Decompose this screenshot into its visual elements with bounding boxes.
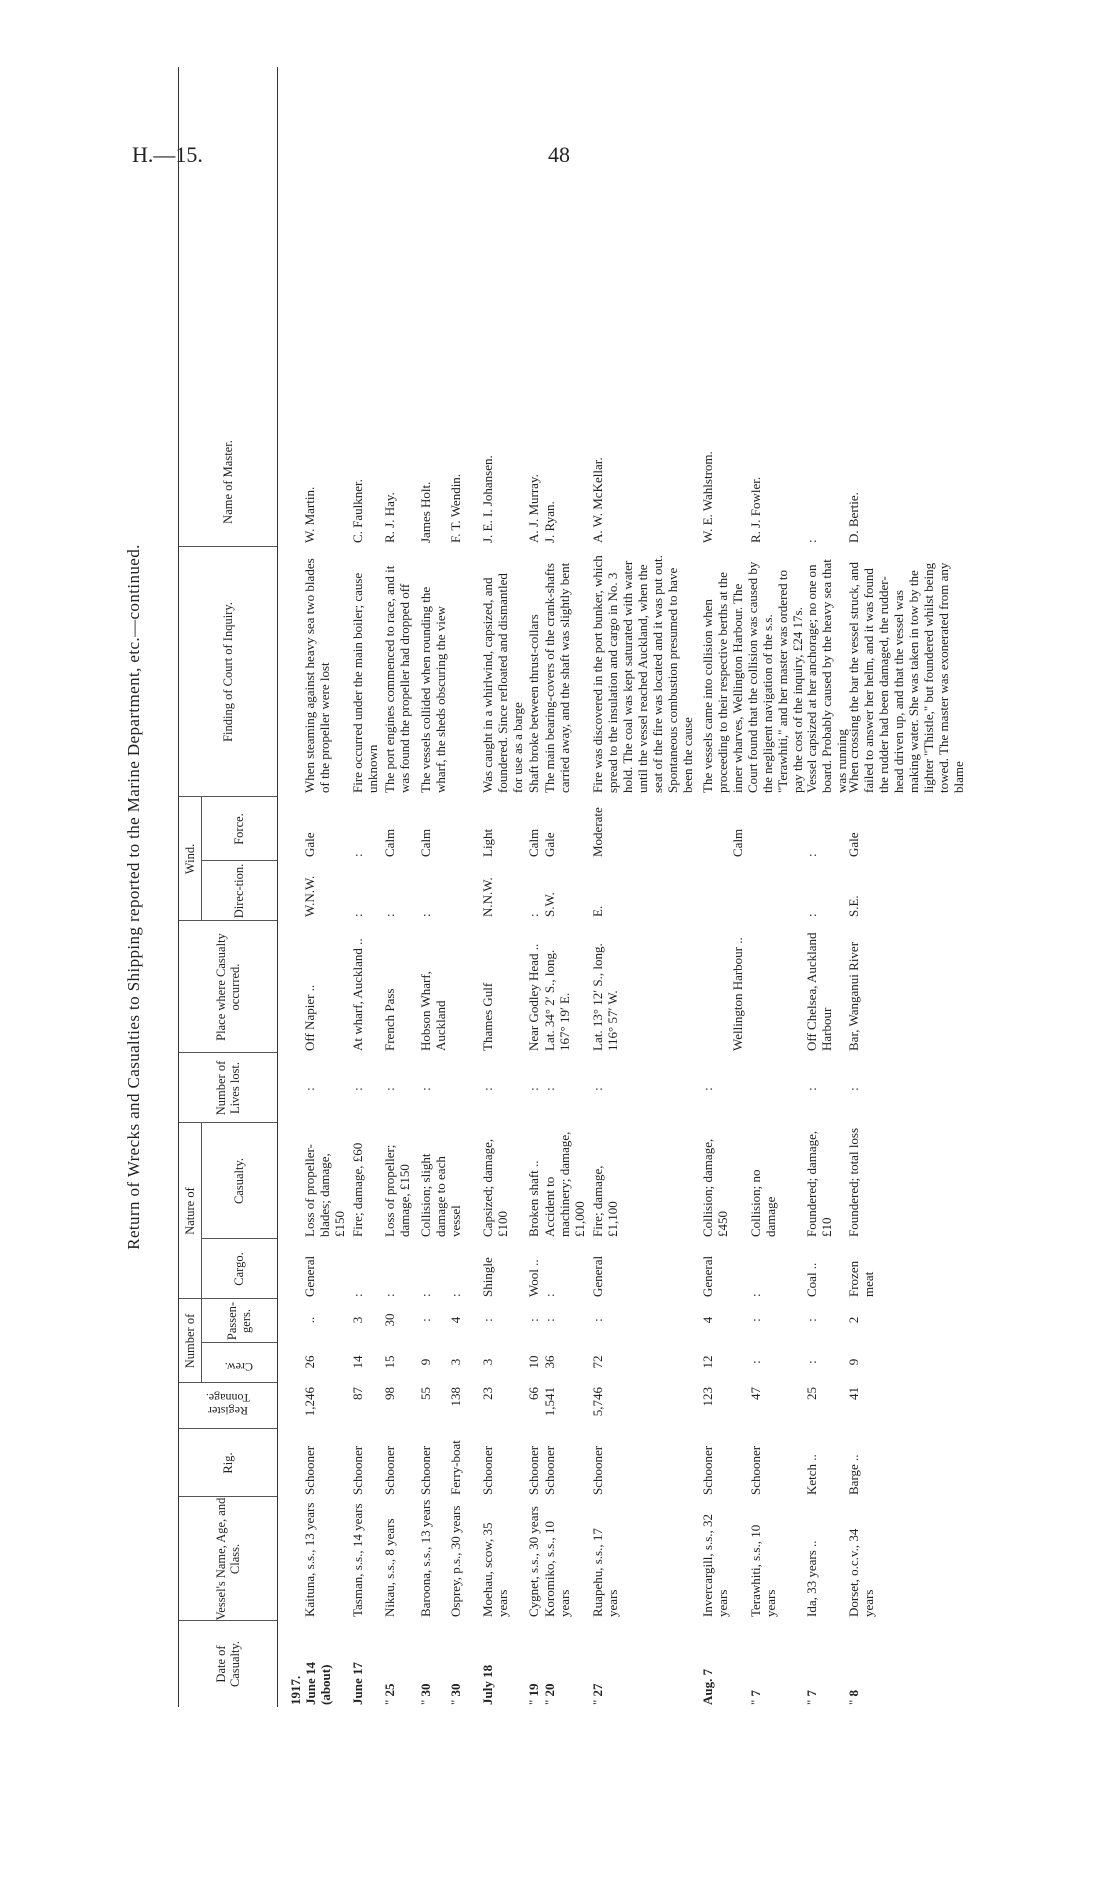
row-casualty: Foundered; total loss [846,1127,861,1237]
row-cargo: : [418,1293,433,1297]
row-crew: 26 [302,1355,317,1369]
row-tonnage: 55 [418,1387,433,1400]
row-day: 8 [846,1689,861,1697]
row-rig: Schooner [526,1445,541,1495]
row-vessel: Cygnet, s.s., 30 years [526,1506,541,1617]
row-tonnage: 5,746 [590,1387,605,1417]
page-number: 48 [548,142,570,167]
table-row [288,67,350,1707]
row-day: 19 [526,1683,541,1697]
row-passengers: 4 [448,1316,463,1324]
row-rig: Barge .. [846,1454,861,1495]
row-tonnage: 1,541 [542,1387,557,1417]
row-finding: Fire occurred under the main boiler; cause unknown [350,572,380,793]
row-passengers: : [590,1318,605,1322]
row-cargo: Wool .. [526,1259,541,1297]
row-month: July [480,1681,495,1705]
row-cargo: : [382,1293,397,1297]
row-tonnage: 23 [480,1387,495,1400]
row-master: R. J. Fowler. [748,476,763,543]
row-master: D. Bertie. [846,492,861,543]
row-passengers: 30 [382,1313,397,1327]
row-lives: : [804,1087,819,1091]
row-master: J. Ryan. [542,501,557,543]
header-date: Date of Casualty. [214,1640,242,1688]
header-tonnage: Register Tonnage. [205,1391,251,1418]
table-row [480,67,526,1707]
row-force: Gale [302,832,317,857]
table-row [448,67,480,1707]
row-force: Calm [382,828,397,857]
page-title: Return of Wrecks and Casualties to Shipping reported to the Marine Department, etc.—continued. [124,544,143,1250]
row-crew: 9 [846,1358,861,1366]
row-crew: 15 [382,1355,397,1369]
row-direction: : [382,913,397,917]
row-month: " [748,1699,763,1705]
row-place: Wellington Harbour .. [730,937,745,1051]
row-force: Gale [846,832,861,857]
row-crew: 14 [350,1355,365,1369]
row-finding: The vessels came into collision when proceeding to their respective berths at the inner wharves, Wellington Harbour. The Court found that the collision was caused by the negligent navigation of the s.s. "Terawhiti," and her master was ordered to pay the cost of the inquiry, £24 17s. [700,561,805,793]
row-month: " [542,1699,557,1705]
row-passengers: : [480,1318,495,1322]
row-force: Light [480,828,495,857]
row-month: " [448,1699,463,1705]
row-tonnage: 123 [700,1387,715,1407]
row-casualty: Collision; slight damage to each vessel [418,1153,463,1237]
row-casualty: Collision; no damage [748,1169,778,1237]
row-master: W. Martin. [302,486,317,543]
row-place: Off Napier .. [302,984,317,1051]
row-crew: 12 [700,1355,715,1369]
row-force: Calm [730,828,745,857]
row-casualty: Loss of propeller-blades; damage, £150 [302,1144,347,1237]
row-rig: Schooner [748,1445,763,1495]
row-month: " [418,1699,433,1705]
row-tonnage: 138 [448,1387,463,1407]
row-day: 17 [350,1662,365,1676]
header-place: Place where Casualty occurred. [214,933,242,1041]
header-crew: Crew. [224,1360,254,1374]
row-direction: S.W. [542,892,557,917]
row-vessel: Ida, 33 years .. [804,1540,819,1617]
row-casualty: Accident to machinery; damage, £1,000 [542,1131,587,1237]
row-master: James Holt. [418,481,433,543]
row-finding: When crossing the bar the vessel struck, and failed to answer her helm, and it was found the rudder had been damaged, the rudder-head driven up, and that the vessel was making water. She was taken in tow by the lighter "Thistle," but foundered whilst being towed. The master was exonerated from any blame [846,561,966,793]
row-place: Thames Gulf [480,982,495,1051]
row-casualty: Collision; damage, £450 [700,1138,730,1237]
table-body [288,67,966,1707]
row-month: " [382,1699,397,1705]
row-master: F. T. Wendin. [448,473,463,543]
row-force: Calm [526,828,541,857]
row-master: : [804,539,819,543]
row-force: : [350,853,365,857]
row-rig: Schooner [418,1445,433,1495]
table-row [590,67,700,1707]
row-month: " [846,1699,861,1705]
row-rig: Schooner [542,1445,557,1495]
row-vessel: Moehau, scow, 35 years [480,1522,510,1617]
row-month: " [804,1699,819,1705]
row-vessel: Dorset, o.c.v., 34 years [846,1528,876,1617]
row-direction: : [804,913,819,917]
row-day: 20 [542,1683,557,1697]
row-tonnage: 1,246 [302,1387,317,1417]
row-lives: : [590,1087,605,1091]
row-lives: : [350,1087,365,1091]
row-casualty: Loss of propeller; damage, £150 [382,1144,412,1237]
row-cargo: General [700,1255,715,1297]
row-crew: 3 [480,1358,495,1366]
row-place: Hobson Wharf, Auckland [418,971,448,1051]
row-direction: N.N.W. [480,877,495,917]
row-rig: Schooner [302,1445,317,1495]
row-master: A. W. McKellar. [590,457,605,543]
row-place: Lat. 34° 2′ S., long. 167° 19′ E. [542,949,572,1051]
row-crew: 9 [418,1358,433,1366]
table-row [748,67,804,1707]
header-wind: Wind. [183,843,197,875]
row-place: Off Chelsea, Auckland Harbour [804,932,834,1051]
row-casualty: Fire; damage, £1,100 [590,1165,620,1237]
header-force: Force. [232,813,246,845]
header-lives-lost: Number of Lives lost. [214,1060,242,1116]
row-tonnage: 87 [350,1387,365,1400]
row-day: 27 [590,1683,605,1697]
row-master: W. E. Wahlstrom. [700,451,715,543]
row-vessel: Nikau, s.s., 8 years [382,1518,397,1617]
row-direction: W.N.W. [302,875,317,917]
row-direction: : [350,913,365,917]
row-day: 25 [382,1683,397,1697]
row-master: C. Faulkner. [350,479,365,543]
row-lives: : [382,1087,397,1091]
row-master: A. J. Murray. [526,474,541,543]
table-row [382,67,418,1707]
row-master: J. E. I. Johansen. [480,455,495,543]
row-direction: S.E. [846,895,861,917]
row-finding: Shaft broke between thrust-collars [526,614,541,793]
row-day: 30 [448,1683,463,1697]
row-cargo: Shingle [480,1257,495,1297]
header-nature-of: Nature of [183,1187,197,1235]
row-finding: Fire was discovered in the port bunker, which spread to the insulation and cargo in No. 3 hold. The coal was kept saturated with water until the vessel reached Auckland, when the seat of the fire was located and it was put out. Spontaneous combustion presumed to have been the cause [590,555,695,793]
row-cargo: : [748,1293,763,1297]
row-passengers: : [418,1318,433,1322]
row-rig: Schooner [350,1445,365,1495]
row-place: Lat. 13° 12′ S., long. 116° 57′ W. [590,943,620,1051]
row-passengers: 3 [350,1316,365,1324]
row-vessel: Koromiko, s.s., 10 years [542,1520,572,1617]
row-place: Near Godley Head .. [526,943,541,1051]
row-rig: Ferry-boat [448,1440,463,1495]
header-number-of: Number of [183,1313,197,1369]
row-crew: : [804,1360,819,1364]
row-cargo: Coal .. [804,1262,819,1297]
row-cargo: : [448,1293,463,1297]
header-vessel: Vessel's Name, Age, and Class. [214,1497,242,1621]
row-passengers: : [804,1318,819,1322]
row-month: Aug. [700,1678,715,1705]
row-month: June [303,1678,318,1705]
header-direction: Direc-tion. [232,863,246,919]
row-day: 14 [303,1662,318,1676]
table-header [178,67,278,1707]
row-force: : [804,853,819,857]
header-master: Name of Master. [221,440,235,524]
row-day: 7 [700,1668,715,1676]
row-lives: : [542,1087,557,1091]
row-crew: 3 [448,1358,463,1366]
row-crew: 10 [526,1355,541,1369]
row-vessel: Osprey, p.s., 30 years [448,1505,463,1617]
row-tonnage: 98 [382,1387,397,1400]
row-lives: : [480,1087,495,1091]
row-tonnage: 47 [748,1387,763,1400]
row-passengers: 2 [846,1316,861,1324]
row-vessel: Kaituna, s.s., 13 years [302,1502,317,1617]
row-finding: The vessels collided when rounding the wharf, the sheds obscuring the view [418,586,448,793]
table-row [350,67,382,1707]
row-crew: : [748,1360,763,1364]
row-lives: : [846,1087,861,1091]
header-rig: Rig. [221,1452,235,1474]
row-vessel: Ruapehu, s.s., 17 years [590,1528,620,1617]
row-cargo: : [542,1293,557,1297]
row-finding: Vessel capsized at her anchorage; no one on board. Probably caused by the heavy sea that was running [804,559,849,793]
row-tonnage: 66 [526,1387,541,1400]
row-finding: When steaming against heavy sea two blades of the propeller were lost [302,558,332,793]
row-day: 18 [480,1664,495,1678]
header-casualty: Casualty. [232,1157,246,1205]
row-day: 7 [804,1689,819,1697]
row-passengers: : [542,1318,557,1322]
row-tonnage: 25 [804,1387,819,1400]
header-finding: Finding of Court of Inquiry. [221,602,235,742]
row-direction: : [526,913,541,917]
row-lives: : [700,1087,715,1091]
row-passengers: : [748,1318,763,1322]
row-day: 7 [748,1689,763,1697]
table-row [804,67,849,1707]
row-vessel: Invercargill, s.s., 32 years [700,1513,730,1617]
row-month: " [590,1699,605,1705]
row-rig: Schooner [700,1445,715,1495]
row-cargo: Frozen meat [846,1260,876,1297]
table-row [846,67,966,1707]
row-crew: 36 [542,1355,557,1369]
row-day: 30 [418,1683,433,1697]
row-direction: E. [590,905,605,917]
row-cargo: : [350,1293,365,1297]
row-direction: : [418,913,433,917]
row-cargo: General [590,1255,605,1297]
row-vessel: Terawhiti, s.s., 10 years [748,1524,778,1617]
row-month: June [350,1678,365,1705]
row-cargo: General [302,1255,317,1297]
row-finding: Was caught in a whirlwind, capsized, and foundered. Since refloated and dismantled for use as a barge [480,573,525,793]
row-casualty: Fire; damage, £60 [350,1142,365,1237]
row-year: 1917. [288,1675,303,1705]
table-row [542,67,590,1707]
row-passengers: 4 [700,1316,715,1324]
row-month: " [526,1699,541,1705]
row-casualty: Capsized; damage, £100 [480,1138,510,1237]
page-ref: H.—15. [132,142,203,167]
row-place: French Pass [382,988,397,1051]
row-force: Gale [542,832,557,857]
row-lives: : [526,1087,541,1091]
row-vessel: Baroona, s.s., 13 years [418,1499,433,1617]
row-tonnage: 41 [846,1387,861,1400]
row-force: Calm [418,828,433,857]
row-passengers: .. [302,1316,317,1324]
row-place: At wharf, Auckland .. [350,938,365,1051]
header-passengers: Passen-gers. [225,1301,253,1341]
casualties-table [178,67,966,1707]
row-crew: 72 [590,1355,605,1369]
row-rig: Ketch .. [804,1454,819,1495]
table-row [526,67,542,1707]
row-vessel: Tasman, s.s., 14 years [350,1503,365,1617]
row-lives: : [418,1087,433,1091]
row-rig: Schooner [480,1445,495,1495]
header-cargo: Cargo. [232,1252,246,1286]
row-finding: The port engines commenced to race, and it was found the propeller had dropped off [382,565,412,793]
row-lives: : [302,1087,317,1091]
row-force: Moderate [590,807,605,857]
row-finding: The main bearing-covers of the crank-shafts carried away, and the shaft was slightly bent [542,562,572,793]
row-rig: Schooner [382,1445,397,1495]
row-place: Bar, Wanganui River [846,941,861,1051]
row-master: R. J. Hay. [382,492,397,543]
row-rig: Schooner [590,1445,605,1495]
row-note: (about) [318,1664,333,1705]
row-casualty: Foundered; damage, £10 [804,1130,834,1237]
row-casualty: Broken shaft .. [526,1160,541,1237]
row-passengers: : [526,1318,541,1322]
